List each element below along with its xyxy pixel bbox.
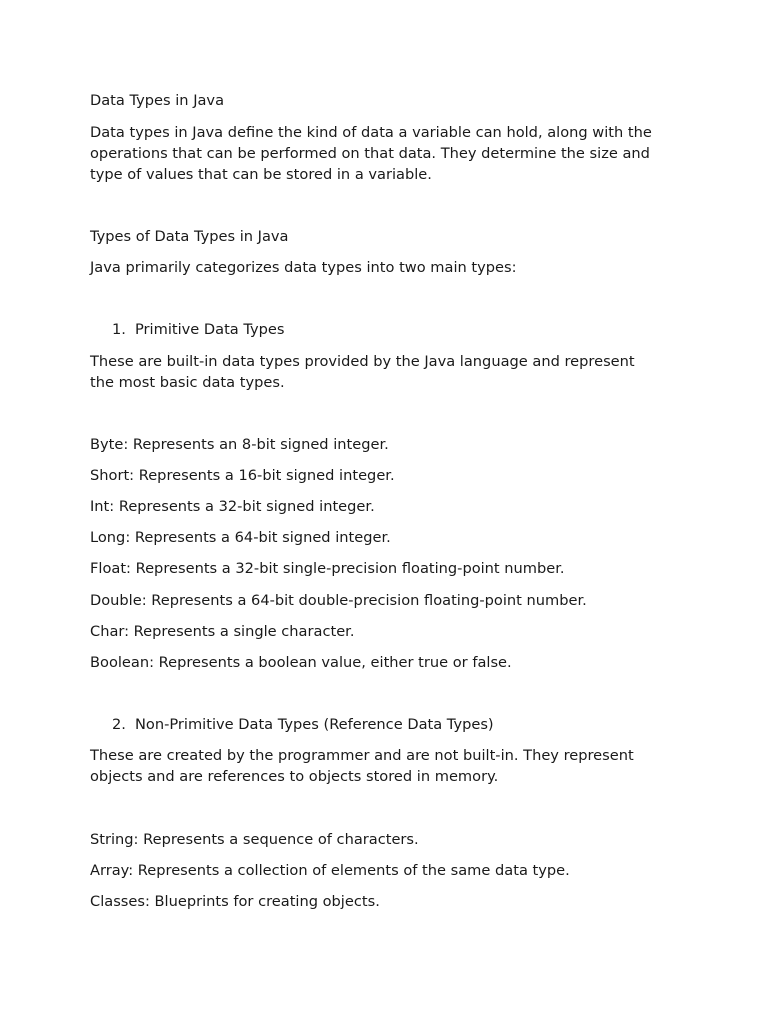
non-primitive-item-classes: Classes: Blueprints for creating objects. <box>90 893 380 910</box>
non-primitive-heading <box>90 715 494 736</box>
primitive-description-line: These are built-in data types provided by the Java language and represent <box>90 353 635 370</box>
non-primitive-description-line: These are created by the programmer and are not built-in. They represent <box>90 747 634 764</box>
primitive-item-short: Short: Represents a 16-bit signed integer. <box>90 467 395 484</box>
intro-line: operations that can be performed on that data. They determine the size and <box>90 145 650 162</box>
primitive-item-int: Int: Represents a 32-bit signed integer. <box>90 498 375 515</box>
primitive-item-boolean: Boolean: Represents a boolean value, either true or false. <box>90 654 512 671</box>
intro-line: type of values that can be stored in a variable. <box>90 166 432 183</box>
document-title: Data Types in Java <box>90 92 225 109</box>
non-primitive-item-array: Array: Represents a collection of elements of the same data type. <box>90 862 570 879</box>
list-number: 1. <box>112 321 126 338</box>
non-primitive-description-line: objects and are references to objects stored in memory. <box>90 768 499 785</box>
primitive-item-byte: Byte: Represents an 8-bit signed integer. <box>90 436 389 453</box>
primitive-heading <box>90 320 285 341</box>
list-heading-text: Primitive Data Types <box>135 321 285 338</box>
primitive-item-long: Long: Represents a 64-bit signed integer. <box>90 529 391 546</box>
section-heading: Types of Data Types in Java <box>90 228 289 245</box>
primitive-item-char: Char: Represents a single character. <box>90 623 355 640</box>
primitive-description-line: the most basic data types. <box>90 374 285 391</box>
list-heading-text: Non-Primitive Data Types (Reference Data Types) <box>135 716 494 733</box>
primitive-item-float: Float: Represents a 32-bit single-precision floating-point number. <box>90 560 565 577</box>
non-primitive-item-string: String: Represents a sequence of characters. <box>90 831 419 848</box>
section-intro: Java primarily categorizes data types into two main types: <box>90 259 517 276</box>
list-number: 2. <box>112 716 126 733</box>
primitive-item-double: Double: Represents a 64-bit double-precision floating-point number. <box>90 592 587 609</box>
intro-line: Data types in Java define the kind of data a variable can hold, along with the <box>90 124 652 141</box>
